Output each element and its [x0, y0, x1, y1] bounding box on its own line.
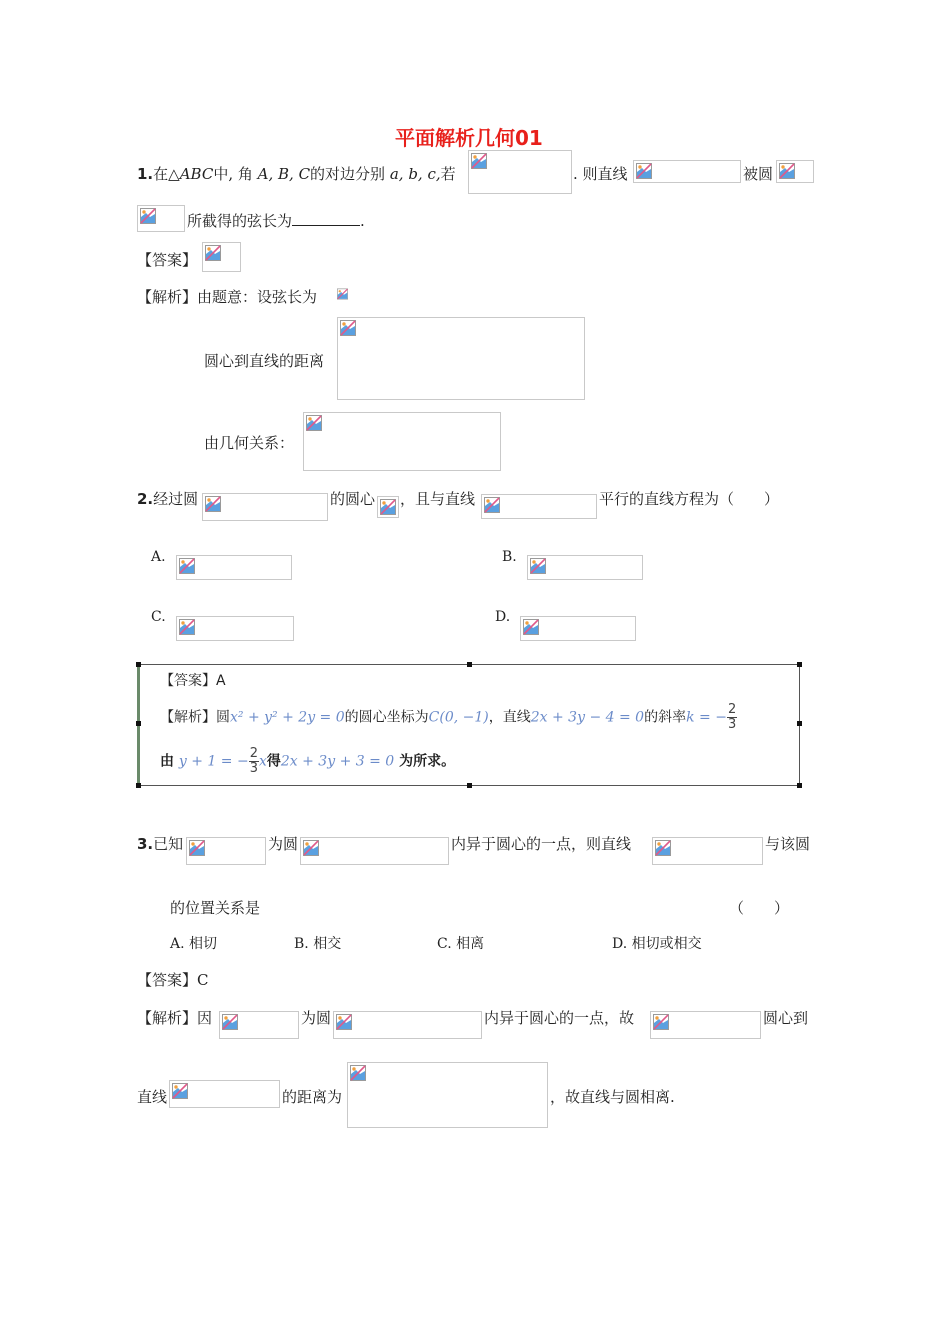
q2-box-eq5b: x: [258, 753, 267, 770]
q1-answer-image: [202, 242, 241, 272]
q3-a6: 的距离为: [282, 1088, 343, 1106]
broken-image-icon: [306, 415, 322, 431]
q1-answer-label: 【答案】: [137, 251, 198, 269]
broken-image-icon: [484, 497, 500, 513]
q1-abc-small: a, b, c,: [389, 165, 441, 183]
q2-option-d-image[interactable]: [520, 616, 636, 641]
q1-answer-blank: [292, 211, 360, 226]
q1-distance-text: 圆心到直线的距离: [204, 352, 325, 370]
q1-text-g: 所截得的弦长为: [187, 212, 293, 230]
broken-image-icon: [337, 286, 348, 302]
broken-image-icon: [471, 153, 487, 169]
q1-text-c: 的对边分别: [310, 165, 386, 183]
q3-a2: 为圆: [301, 1009, 332, 1027]
q2-box-t2: 的圆心坐标为: [344, 709, 429, 726]
broken-image-icon: [179, 558, 195, 574]
page-title: 平面解析几何01: [395, 126, 543, 150]
q3-number: 3.: [137, 835, 154, 853]
fraction-numerator: 2: [727, 702, 737, 717]
broken-image-icon: [653, 1014, 669, 1030]
q2-line1-a: [137, 488, 198, 509]
q2-box-t3: ，直线: [488, 709, 531, 726]
q2-number: 2.: [137, 490, 154, 508]
q1-circle-image: [776, 160, 814, 183]
q2-box-answer: 【答案】A: [160, 673, 226, 689]
resize-handle-bc[interactable]: [467, 783, 472, 788]
q1-circle-image-2: [137, 205, 185, 232]
q1-abc: ABC: [179, 165, 214, 183]
q2-box-eq6: 2x + 3y + 3 = 0: [280, 753, 395, 770]
q3-analysis-line-image: [169, 1080, 280, 1108]
q3-a1: 因: [197, 1009, 213, 1027]
q1-distance-image: [337, 317, 585, 400]
fraction-numerator: 2: [249, 746, 258, 761]
q1-text-b: 中, 角: [213, 165, 253, 183]
q1-analysis-text: 由题意：设弦长为: [197, 288, 318, 306]
q3-line2: 的位置关系是: [170, 899, 261, 917]
broken-image-icon: [523, 619, 539, 635]
fraction-denominator: 3: [727, 717, 737, 732]
q1-text-f: 被圆: [743, 165, 774, 183]
fraction-denominator: 3: [249, 761, 258, 776]
q1-text-a: 在△: [153, 165, 180, 183]
broken-image-icon: [303, 840, 319, 856]
q2-text-b: 的圆心: [330, 490, 376, 508]
q2-option-b-image[interactable]: [527, 555, 643, 580]
q2-box-eq5: y + 1 = −: [178, 753, 249, 770]
q1-number: 1.: [137, 165, 154, 183]
resize-handle-mr[interactable]: [797, 721, 802, 726]
q1-line-image: [633, 160, 741, 183]
q3-line1-a: [137, 833, 183, 854]
q3-analysis-cond-image: [650, 1011, 761, 1039]
q2-center-image: [377, 496, 399, 518]
q2-option-c-image[interactable]: [176, 616, 294, 641]
q1-text-e: . 则直线: [573, 165, 628, 183]
q3-a5: 直线: [137, 1088, 168, 1106]
resize-handle-bl[interactable]: [136, 783, 141, 788]
q2-text-a: 经过圆: [153, 490, 199, 508]
broken-image-icon: [636, 163, 652, 179]
q3-text-c: 内异于圆心的一点，则直线: [451, 835, 632, 853]
q1-text-h: .: [360, 212, 365, 230]
q2-option-a-image[interactable]: [176, 555, 292, 580]
broken-image-icon: [380, 499, 396, 515]
resize-handle-ml[interactable]: [136, 721, 141, 726]
q2-box-t4: 的斜率: [644, 709, 687, 726]
broken-image-icon: [189, 840, 205, 856]
broken-image-icon: [530, 558, 546, 574]
broken-image-icon: [336, 1014, 352, 1030]
broken-image-icon: [205, 496, 221, 512]
q2-box-t7: 为所求。: [399, 753, 456, 770]
q3-text-b: 为圆: [268, 835, 299, 853]
broken-image-icon: [779, 163, 795, 179]
broken-image-icon: [205, 245, 221, 261]
q3-option-c[interactable]: C. 相离: [437, 936, 485, 952]
resize-handle-br[interactable]: [797, 783, 802, 788]
broken-image-icon: [340, 320, 356, 336]
q3-circle-image: [300, 837, 449, 865]
q2-box-eq1: x² + y² + 2y = 0: [230, 709, 345, 726]
q2-circle-image: [202, 493, 328, 521]
q2-box-eq2: C(0, −1): [428, 709, 489, 726]
q1-formula-image-1: [468, 150, 572, 194]
q3-text-a: 已知: [153, 835, 184, 853]
q2-box-analysis-label: 【解析】: [160, 709, 216, 726]
q3-analysis-label: 【解析】: [137, 1009, 198, 1027]
broken-image-icon: [140, 208, 156, 224]
q1-abc-list: A, B, C: [257, 165, 311, 183]
q2-option-d-label: D.: [495, 609, 511, 625]
q2-box-analysis: [160, 703, 737, 732]
q1-geometry-text: 由几何关系：: [204, 434, 295, 452]
q2-box-fraction-1: [727, 703, 737, 732]
broken-image-icon: [350, 1065, 366, 1081]
q3-a4: 圆心到: [763, 1009, 809, 1027]
q3-a3: 内异于圆心的一点，故: [484, 1009, 635, 1027]
q1-analysis-label: 【解析】: [137, 288, 198, 306]
q2-box-fraction-2: [249, 747, 259, 776]
q1-analysis: [137, 286, 317, 307]
q2-option-a-label: A.: [151, 549, 166, 565]
q2-option-b-label: B.: [502, 549, 517, 565]
resize-handle-tc[interactable]: [467, 662, 472, 667]
q3-text-d: 与该圆: [765, 835, 811, 853]
q3-analysis-a: [137, 1007, 212, 1028]
q2-option-c-label: C.: [151, 609, 166, 625]
q2-box-t1: 圆: [216, 709, 230, 726]
q2-box-eq4: k = −: [686, 709, 727, 726]
q3-option-b[interactable]: B. 相交: [294, 936, 342, 952]
q1-chord-image: [337, 284, 349, 304]
resize-handle-tl[interactable]: [136, 662, 141, 667]
q3-option-d[interactable]: D. 相切或相交: [612, 936, 702, 952]
q3-a7: ，故直线与圆相离.: [550, 1088, 675, 1106]
q2-line-image: [481, 494, 597, 519]
q3-analysis-circle-image: [333, 1011, 482, 1039]
q2-box-t6: 得: [266, 753, 281, 770]
broken-image-icon: [655, 840, 671, 856]
resize-handle-tr[interactable]: [797, 662, 802, 667]
q2-box-conclusion: [160, 747, 455, 776]
q3-paren: （ ）: [729, 899, 790, 917]
q3-line-image: [652, 837, 763, 865]
q3-analysis-distance-image: [347, 1062, 548, 1128]
broken-image-icon: [222, 1014, 238, 1030]
q2-text-c: ，且与直线: [400, 490, 476, 508]
q2-text-d: 平行的直线方程为（ ）: [599, 490, 780, 508]
q3-answer: 【答案】C: [137, 971, 209, 989]
q3-point-image: [186, 837, 266, 865]
q1-line2: [187, 210, 365, 231]
q2-box-t5: 由: [160, 753, 174, 770]
q1-geometry-image: [303, 412, 501, 471]
broken-image-icon: [172, 1083, 188, 1099]
q1-text-d: 若: [440, 165, 456, 183]
q1-line1: [137, 163, 456, 184]
broken-image-icon: [179, 619, 195, 635]
q3-option-a[interactable]: A. 相切: [170, 936, 218, 952]
q2-answer-box[interactable]: [137, 664, 800, 786]
q2-box-eq3: 2x + 3y − 4 = 0: [530, 709, 645, 726]
q3-analysis-point-image: [219, 1011, 299, 1039]
